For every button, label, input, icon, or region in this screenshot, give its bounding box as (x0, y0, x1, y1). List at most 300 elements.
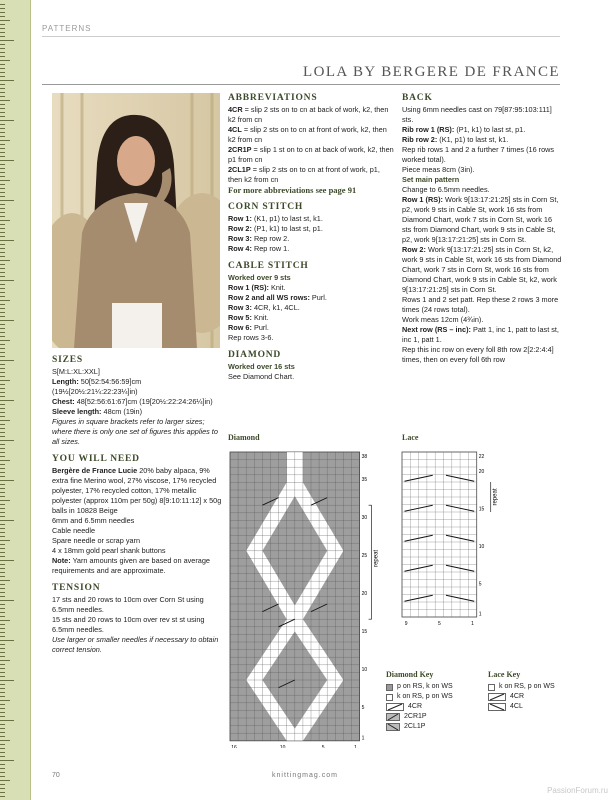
ruler-tick (0, 688, 5, 689)
back-rep-rib: Rep rib rows 1 and 2 a further 7 times (16 rows worked total). (402, 145, 555, 164)
more-abbrev-link[interactable]: For more abbreviations see page 91 (228, 185, 357, 195)
ruler-tick (0, 108, 5, 109)
ruler-tick (0, 40, 14, 41)
ruler-tick (0, 140, 10, 141)
ruler-tick (0, 652, 5, 653)
knit-swatch (386, 694, 393, 701)
abbrev-4 (228, 165, 394, 185)
middle-column (228, 86, 394, 382)
ruler-tick (0, 340, 10, 341)
back-row-1-key: Row 1 (RS): (402, 195, 443, 204)
ruler-tick (0, 732, 5, 733)
ruler-tick (0, 564, 5, 565)
ruler-tick (0, 328, 5, 329)
ruler-tick (0, 236, 5, 237)
diamond-row-number: 30 (361, 514, 368, 521)
diamond-col-number: 1 (354, 744, 357, 748)
ruler-tick (0, 744, 5, 745)
ruler-tick (0, 400, 14, 401)
ruler-tick (0, 168, 5, 169)
sleeve-value: 48cm (19in) (103, 407, 143, 416)
right-column (402, 86, 562, 365)
back-meas-2: Work meas 12cm (4¾in). (402, 315, 484, 324)
ruler-tick (0, 772, 5, 773)
ruler-tick (0, 144, 5, 145)
ruler-tick (0, 568, 5, 569)
diamond-row-number: 35 (361, 476, 368, 483)
ruler-tick (0, 548, 5, 549)
ruler-tick (0, 64, 5, 65)
ruler-tick (0, 588, 5, 589)
ruler-tick (0, 752, 5, 753)
ruler-tick (0, 200, 14, 201)
ruler-tick (0, 68, 5, 69)
diamond-row-number: 15 (361, 628, 368, 635)
back-row-1-text: Work 9[13:17:21:25] sts in Corn St, p2, work 9 sts in Cable St, work 16 sts from Diamond Chart, work 7 sts in Corn St, work 16 sts from Diamond Chart, work 9 sts in Cable St, p2, work 9[13:17:21:25] sts in Corn St. (402, 195, 559, 244)
cable-needle-line: Cable needle (52, 526, 96, 535)
ruler-tick (0, 232, 5, 233)
ruler-tick (0, 740, 10, 741)
diamond-key-4cr (386, 702, 453, 712)
lace-col-number: 9 (404, 621, 408, 627)
ruler-tick (0, 560, 14, 561)
ruler-tick (0, 24, 5, 25)
diamond-key-title: Diamond Key (386, 670, 434, 679)
ruler-tick (0, 376, 5, 377)
corn-row-3 (228, 234, 394, 244)
back-next-row-text: Patt 1, inc 1, patt to last st, inc 1, patt 1. (402, 325, 559, 344)
ruler-tick (0, 112, 5, 113)
ruler-tick (0, 48, 5, 49)
cable-row-6 (228, 323, 394, 333)
diamond-key-2cr1p-label: 2CR1P (404, 713, 427, 720)
ruler-tick (0, 608, 5, 609)
ruler-tick (0, 204, 5, 205)
ruler-tick (0, 368, 5, 369)
diamond-row-number: 38 (361, 454, 368, 461)
diamond-row-number: 20 (361, 590, 368, 597)
ruler-tick (0, 392, 5, 393)
ruler-tick (0, 116, 5, 117)
set-main-pattern: Set main pattern (402, 175, 460, 184)
spare-line: Spare needle or scrap yarn (52, 536, 141, 545)
ruler-tick (0, 184, 5, 185)
ruler-tick (0, 396, 5, 397)
ruler-tick (0, 552, 5, 553)
ruler-tick (0, 480, 14, 481)
lace-col-number: 5 (437, 621, 441, 627)
cable-row-2-key: Row 2 and all WS rows: (228, 293, 310, 302)
ruler-tick (0, 460, 10, 461)
ruler-tick (0, 192, 5, 193)
ruler-tick (0, 724, 5, 725)
ruler-tick (0, 212, 5, 213)
ruler-tick (0, 476, 5, 477)
ruler-tick (0, 648, 5, 649)
abbrev-4-text: = slip 2 sts on to cn at front of work, p1, then k2 from cn (228, 165, 380, 184)
ruler-tick (0, 128, 5, 129)
cable-over: Worked over 9 sts (228, 273, 291, 282)
ruler-tick (0, 540, 10, 541)
back-row-2-key: Row 2: (402, 245, 426, 254)
ruler-tick (0, 52, 5, 53)
lace-row-number: 15 (478, 506, 485, 513)
ruler-tick (0, 756, 5, 757)
ruler-tick (0, 84, 5, 85)
ruler-tick (0, 284, 5, 285)
ruler-tick (0, 704, 5, 705)
ruler-tick (0, 60, 10, 61)
ruler-tick (0, 544, 5, 545)
corn-row-4-text: Rep row 1. (251, 244, 290, 253)
section-label: PATTERNS (42, 24, 92, 33)
diamond-see: See Diamond Chart. (228, 372, 295, 381)
abbrev-1-key: 4CR (228, 105, 243, 114)
need-heading: YOU WILL NEED (52, 454, 140, 464)
ruler-tick (0, 380, 10, 381)
abbrev-3-key: 2CR1P (228, 145, 252, 154)
sizes-heading: SIZES (52, 355, 83, 365)
ruler-tick (0, 508, 5, 509)
ruler-tick (0, 304, 5, 305)
ruler-tick (0, 452, 5, 453)
chest-value: 48[52:56:61:67]cm (19[20½:22:24:26¼]in) (76, 397, 213, 406)
ruler-tick (0, 444, 5, 445)
chest-line (52, 397, 224, 407)
4cr-symbol-icon (386, 703, 404, 711)
ruler-tick (0, 776, 5, 777)
page-number: 70 (52, 772, 60, 779)
back-change-needles: Change to 6.5mm needles. (402, 185, 490, 194)
back-next-row-key: Next row (RS – inc): (402, 325, 471, 334)
ruler-tick (0, 92, 5, 93)
ruler-tick (0, 428, 5, 429)
tension-heading: TENSION (52, 583, 101, 593)
ruler-tick (0, 272, 5, 273)
lace-chart-title: Lace (402, 433, 419, 442)
rib-row-1-text: (P1, k1) to last st, p1. (454, 125, 526, 134)
lace-key-knit-label: k on RS, p on WS (499, 683, 555, 690)
ruler-tick (0, 324, 5, 325)
ruler-tick (0, 336, 5, 337)
chest-label: Chest: (52, 397, 75, 406)
lace-chart (396, 448, 506, 628)
cable-row-1-key: Row 1 (RS): (228, 283, 269, 292)
ruler-tick (0, 264, 5, 265)
ruler-tick (0, 520, 14, 521)
ruler-tick (0, 100, 10, 101)
ruler-tick (0, 296, 5, 297)
abbrev-4-key: 2CL1P (228, 165, 251, 174)
cable-row-5 (228, 313, 394, 323)
2cl1p-symbol-icon (386, 723, 400, 731)
pattern-title: LOLA BY BERGERE DE FRANCE (303, 64, 560, 80)
ruler-tick (0, 28, 5, 29)
ruler-tick (0, 244, 5, 245)
ruler-tick (0, 584, 5, 585)
ruler-tick (0, 104, 5, 105)
corn-heading: CORN STITCH (228, 202, 304, 212)
corn-row-2-text: (P1, k1) to last st, p1. (251, 224, 323, 233)
corn-row-1 (228, 214, 394, 224)
corn-row-4 (228, 244, 394, 254)
ruler-tick (0, 288, 5, 289)
ruler-tick (0, 32, 5, 33)
ruler-tick (0, 784, 5, 785)
ruler-tick (0, 592, 5, 593)
ruler-tick (0, 656, 5, 657)
model-photo (52, 93, 220, 348)
ruler-tick (0, 372, 5, 373)
ruler-tick (0, 616, 5, 617)
lace-key-4cl-label: 4CL (510, 703, 523, 710)
diamond-row-number: 5 (361, 704, 365, 711)
ruler-tick (0, 356, 5, 357)
yarn-desc: 20% baby alpaca, 9% extra fine Merino wool, 27% viscose, 17% recycled polyester, 17% recycled cotton, 17% metallic polyester (approx 110m per 50g) 8[9:10:11:12] x 50g balls in 10828 Beige (52, 466, 222, 515)
ruler-tick (0, 180, 10, 181)
corn-row-3-text: Rep row 2. (251, 234, 290, 243)
diamond-col-number: 16 (231, 744, 237, 748)
cable-row-6-text: Purl. (251, 323, 269, 332)
ruler-tick (0, 524, 5, 525)
lace-key-knit (488, 682, 555, 692)
length-label: Length: (52, 377, 79, 386)
ruler-tick (0, 484, 5, 485)
diamond-heading: DIAMOND (228, 350, 282, 360)
ruler-tick (0, 220, 10, 221)
back-heading: BACK (402, 93, 433, 103)
ruler-tick (0, 80, 14, 81)
ruler-tick (0, 196, 5, 197)
ruler-tick (0, 56, 5, 57)
ruler-tick (0, 312, 5, 313)
ruler-tick (0, 596, 5, 597)
ruler-tick (0, 332, 5, 333)
length-value: 50[52:54:56:59]cm (19½[20½:21¼:22:23¼]in) (52, 377, 142, 396)
corn-row-2-key: Row 2: (228, 224, 252, 233)
2cr1p-symbol-icon (386, 713, 400, 721)
diamond-row-number: 1 (361, 735, 365, 742)
ruler-tick (0, 676, 5, 677)
rib-row-1 (402, 125, 562, 135)
ruler-tick (0, 440, 14, 441)
diamond-key-knit-label: k on RS, p on WS (397, 693, 453, 700)
sizes-note: Figures in square brackets refer to larger sizes; where there is only one set of figures this applies to all sizes. (52, 417, 218, 446)
ruler-tick (0, 436, 5, 437)
ruler-tick (0, 572, 5, 573)
ruler-tick (0, 120, 14, 121)
ruler-tick (0, 736, 5, 737)
diamond-key-knit (386, 692, 453, 702)
ruler-tick (0, 532, 5, 533)
back-next-row (402, 325, 562, 345)
ruler-tick (0, 20, 10, 21)
ruler-tick (0, 36, 5, 37)
site-url[interactable]: knittingmag.com (272, 772, 338, 779)
ruler-tick (0, 672, 5, 673)
ruler-tick (0, 488, 5, 489)
ruler-tick (0, 504, 5, 505)
ruler-tick (0, 216, 5, 217)
lace-key (488, 670, 555, 712)
ruler-tick (0, 152, 5, 153)
diamond-col-number: 5 (321, 744, 325, 748)
purl-swatch (386, 684, 393, 691)
abbrev-3-text: = slip 1 st on to cn at back of work, k2, then p1 from cn (228, 145, 394, 164)
ruler-tick (0, 748, 5, 749)
ruler-tick (0, 580, 10, 581)
ruler-tick (0, 364, 5, 365)
cable-row-1-text: Knit. (268, 283, 286, 292)
needles-line: 6mm and 6.5mm needles (52, 516, 135, 525)
ruler-tick (0, 760, 14, 761)
rib-row-2 (402, 135, 562, 145)
ruler-tick (0, 300, 10, 301)
ruler-tick (0, 768, 5, 769)
ruler-tick (0, 712, 5, 713)
diamond-key (386, 670, 453, 732)
diamond-col-number: 10 (279, 744, 286, 748)
diamond-row-number: 10 (361, 666, 368, 673)
ruler-tick (0, 316, 5, 317)
ruler-tick (0, 764, 5, 765)
ruler-tick (0, 156, 5, 157)
top-divider (42, 36, 560, 37)
ruler-tick (0, 708, 5, 709)
diamond-over: Worked over 16 sts (228, 362, 295, 371)
corn-row-1-key: Row 1: (228, 214, 252, 223)
lace-key-4cr (488, 692, 555, 702)
ruler-tick (0, 456, 5, 457)
ruler-tick (0, 148, 5, 149)
ruler-tick (0, 720, 14, 721)
ruler-tick (0, 680, 14, 681)
ruler-tick (0, 72, 5, 73)
lace-row-number: 22 (478, 454, 485, 460)
ruler-tick (0, 12, 5, 13)
cable-row-6-key: Row 6: (228, 323, 252, 332)
diamond-key-purl-label: p on RS, k on WS (397, 683, 453, 690)
ruler-tick (0, 536, 5, 537)
ruler-tick (0, 124, 5, 125)
ruler-tick (0, 280, 14, 281)
rib-row-2-text: (K1, p1) to last st, k1. (437, 135, 509, 144)
ruler-tick (0, 512, 5, 513)
abbrev-3 (228, 145, 394, 165)
diamond-row-number: 25 (361, 552, 368, 559)
sleeve-label: Sleeve length: (52, 407, 102, 416)
ruler-tick (0, 292, 5, 293)
corn-row-4-key: Row 4: (228, 244, 252, 253)
ruler-tick (0, 96, 5, 97)
lace-knit-swatch (488, 684, 495, 691)
ruler-tick (0, 492, 5, 493)
abbrev-2 (228, 125, 394, 145)
ruler-tick (0, 348, 5, 349)
ruler-tick (0, 620, 10, 621)
lace-row-number: 1 (478, 611, 482, 618)
ruler-tick (0, 700, 10, 701)
ruler-tick (0, 164, 5, 165)
lace-row-number: 10 (478, 544, 485, 550)
ruler-tick (0, 628, 5, 629)
ruler-tick (0, 468, 5, 469)
ruler-tick (0, 388, 5, 389)
lace-row-number: 5 (478, 581, 482, 588)
cable-row-3 (228, 303, 394, 313)
yarn-line (52, 466, 224, 516)
ruler-tick (0, 208, 5, 209)
note-label: Note: (52, 556, 71, 565)
ruler-tick (0, 176, 5, 177)
ruler-tick (0, 132, 5, 133)
ruler-tick (0, 728, 5, 729)
back-rows-set: Rows 1 and 2 set patt. Rep these 2 rows 3 more times (24 rows total). (402, 295, 559, 314)
ruler-tick (0, 172, 5, 173)
ruler-tick (0, 384, 5, 385)
measuring-ruler (0, 0, 31, 800)
abbrev-heading: ABBREVIATIONS (228, 93, 318, 103)
ruler-tick (0, 4, 5, 5)
ruler-tick (0, 88, 5, 89)
cable-repeat: Rep rows 3-6. (228, 333, 274, 342)
ruler-tick (0, 716, 5, 717)
back-meas-1: Piece meas 8cm (3in). (402, 165, 475, 174)
ruler-tick (0, 516, 5, 517)
ruler-tick (0, 644, 5, 645)
corn-row-3-key: Row 3: (228, 234, 252, 243)
tension-3: Use larger or smaller needles if necessary to obtain correct tension. (52, 635, 219, 654)
ruler-tick (0, 556, 5, 557)
ruler-tick (0, 500, 10, 501)
ruler-tick (0, 424, 5, 425)
ruler-tick (0, 240, 14, 241)
cable-row-5-text: Knit. (251, 313, 269, 322)
ruler-tick (0, 268, 5, 269)
note-text: Yarn amounts given are based on average requirements and are approximate. (52, 556, 210, 575)
ruler-tick (0, 660, 10, 661)
ruler-tick (0, 464, 5, 465)
ruler-tick (0, 796, 5, 797)
ruler-tick (0, 640, 14, 641)
sizes-list: S[M:L:XL:XXL] (52, 367, 100, 376)
sleeve-line (52, 407, 224, 417)
ruler-tick (0, 252, 5, 253)
ruler-tick (0, 684, 5, 685)
abbrev-2-key: 4CL (228, 125, 242, 134)
ruler-tick (0, 612, 5, 613)
lace-4cl-symbol-icon (488, 703, 506, 711)
ruler-tick (0, 576, 5, 577)
ruler-tick (0, 44, 5, 45)
ruler-tick (0, 668, 5, 669)
lace-row-number: 20 (478, 469, 485, 475)
cable-row-2 (228, 293, 394, 303)
ruler-tick (0, 188, 5, 189)
ruler-tick (0, 792, 5, 793)
repeat-label: repeat (373, 549, 380, 567)
ruler-tick (0, 624, 5, 625)
ruler-tick (0, 496, 5, 497)
ruler-tick (0, 780, 10, 781)
ruler-tick (0, 352, 5, 353)
ruler-tick (0, 256, 5, 257)
ruler-tick (0, 308, 5, 309)
ruler-tick (0, 472, 5, 473)
lace-4cr-symbol-icon (488, 693, 506, 701)
ruler-tick (0, 788, 5, 789)
cable-heading: CABLE STITCH (228, 261, 309, 271)
